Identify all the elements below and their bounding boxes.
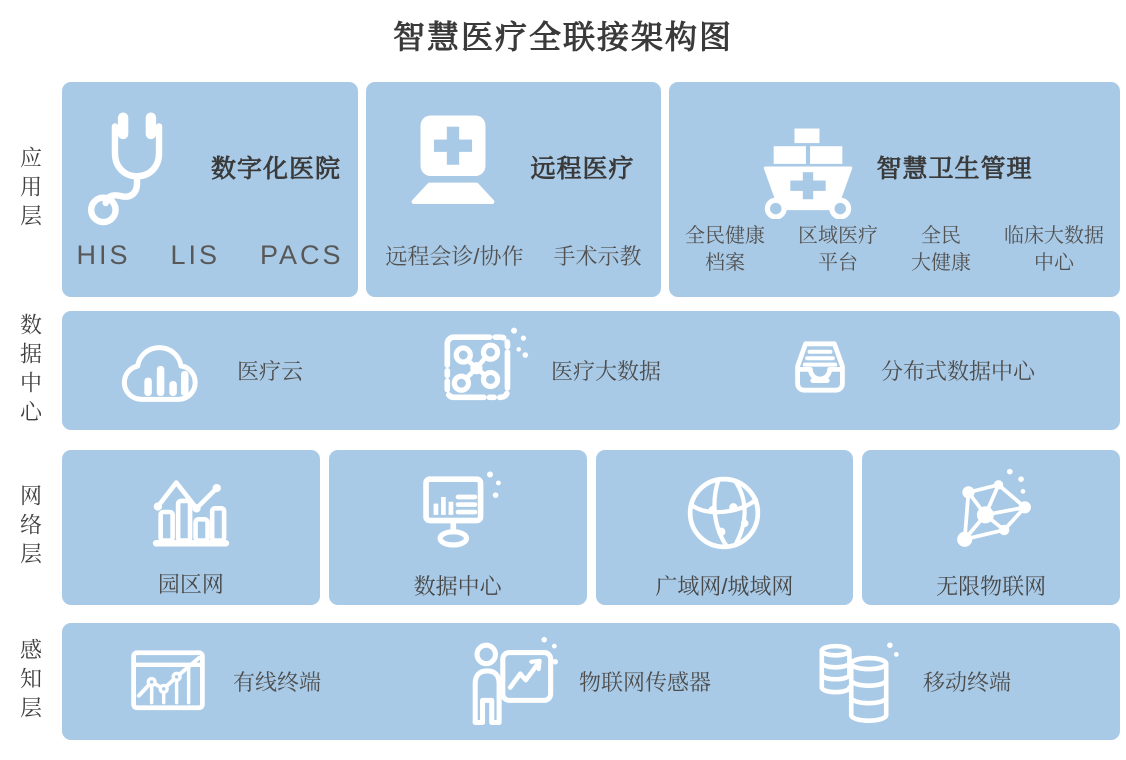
globe-network-icon (677, 466, 771, 560)
mgmt-item-regional-platform: 区域医疗 平台 (798, 225, 878, 274)
monitor-stand-icon (410, 466, 506, 560)
digital-hospital-box (62, 82, 358, 297)
dc-network-box (329, 450, 587, 605)
mgmt-item-health-records: 全民健康 档案 (685, 225, 765, 274)
mesh-network-icon (944, 466, 1038, 560)
archive-box-icon (780, 331, 860, 411)
page-title: 智慧医疗全联接架构图 (392, 19, 733, 55)
browser-chart-icon (124, 639, 212, 725)
big-data-molecule-icon (436, 324, 530, 418)
iot-network-box (862, 450, 1120, 605)
medical-bigdata-label: 医疗大数据 (551, 359, 662, 384)
smart-health-mgmt-box (669, 82, 1120, 297)
smart-health-mgmt-heading: 智慧卫生管理 (876, 155, 1033, 183)
mgmt-item-clinical-bigdata: 临床大数据 中心 (1004, 225, 1104, 274)
app-item-lis: LIS (170, 240, 220, 270)
distributed-dc-group (780, 311, 1035, 430)
bar-chart-trend-icon (145, 466, 237, 558)
database-stack-icon (806, 636, 902, 728)
app-item-pacs: PACS (260, 240, 344, 270)
distributed-dc-label: 分布式数据中心 (881, 359, 1036, 384)
stethoscope-icon (79, 107, 195, 227)
layer-label-perception: 感知层 (17, 638, 43, 725)
tele-item-consult: 远程会诊/协作 (385, 244, 524, 269)
data-center-box (62, 311, 1120, 430)
telemedicine-heading: 远程医疗 (530, 155, 635, 183)
mgmt-item-public-health: 全民 大健康 (911, 225, 971, 274)
app-item-his: HIS (76, 240, 131, 270)
application-layer-row (62, 82, 1120, 297)
campus-network-label: 园区网 (157, 572, 224, 597)
presenter-board-icon (466, 634, 558, 730)
wired-terminal-group (124, 623, 321, 740)
laptop-medical-icon (392, 111, 514, 223)
wan-man-label: 广域网/城域网 (655, 574, 794, 599)
medical-cloud-group (116, 311, 303, 430)
perception-box (62, 623, 1120, 740)
cloud-bars-icon (116, 329, 216, 413)
iot-sensor-group (466, 623, 711, 740)
medical-bigdata-group (436, 311, 661, 430)
mobile-terminal-label: 移动终端 (923, 670, 1012, 695)
layer-label-network: 网络层 (17, 484, 43, 571)
telemedicine-box (366, 82, 661, 297)
medical-cloud-label: 医疗云 (237, 359, 304, 384)
digital-hospital-heading: 数字化医院 (210, 155, 341, 183)
hospital-ship-icon (756, 115, 860, 219)
wired-terminal-label: 有线终端 (233, 670, 322, 695)
wan-man-box (596, 450, 854, 605)
data-center-row (62, 311, 1120, 430)
iot-network-label: 无限物联网 (936, 574, 1047, 599)
layer-label-application: 应用层 (17, 146, 43, 233)
layer-label-data-center: 数据中心 (17, 312, 43, 429)
tele-item-surgery: 手术示教 (553, 244, 642, 269)
dc-network-label: 数据中心 (413, 574, 502, 599)
iot-sensor-label: 物联网传感器 (579, 670, 712, 695)
mobile-terminal-group (806, 623, 1011, 740)
campus-network-box (62, 450, 320, 605)
network-layer-row (62, 450, 1120, 605)
perception-layer-row (62, 623, 1120, 740)
